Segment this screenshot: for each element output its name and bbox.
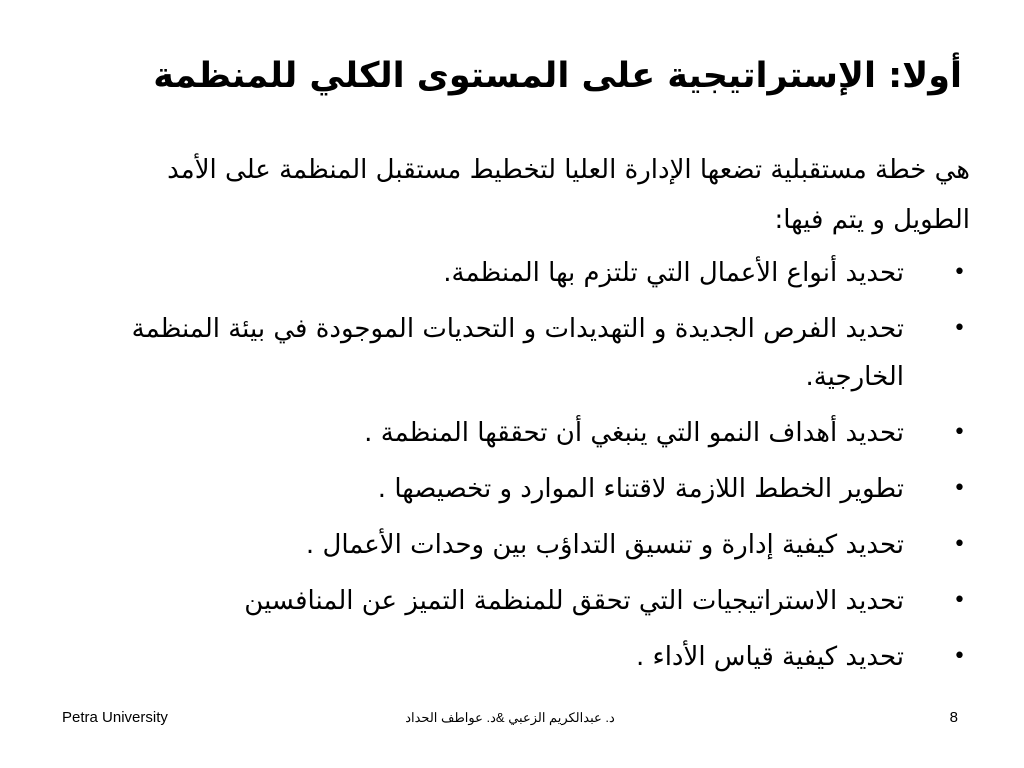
bullet-item	[90, 521, 970, 569]
slide-body	[90, 145, 970, 689]
bullet-dot-icon: •	[953, 644, 966, 669]
intro-paragraph: هي خطة مستقبلية تضعها الإدارة العليا لتخطيط مستقبل المنظمة على الأمد الطويل و يتم فيها:	[167, 155, 970, 235]
bullet-text: تحديد كيفية قياس الأداء .	[635, 642, 904, 672]
footer-authors: د. عبدالكريم الزعبي &د. عواطف الحداد	[405, 710, 615, 725]
bullet-text: تحديد كيفية إدارة و تنسيق التداؤب بين وحدات الأعمال .	[305, 530, 904, 560]
footer-page-number: 8	[949, 709, 958, 726]
bullet-dot-icon: •	[953, 532, 966, 557]
bullet-item	[90, 409, 970, 457]
bullet-dot-icon: •	[953, 260, 966, 285]
bullet-dot-icon: •	[953, 316, 966, 341]
bullet-item	[90, 305, 970, 401]
bullet-dot-icon: •	[953, 476, 966, 501]
bullet-item	[90, 465, 970, 513]
bullet-item	[90, 633, 970, 681]
bullet-list	[90, 249, 970, 681]
bullet-dot-icon: •	[953, 420, 966, 445]
bullet-item	[90, 577, 970, 625]
bullet-text: تحديد الفرص الجديدة و التهديدات و التحديات الموجودة في بيئة المنظمة الخارجية.	[131, 314, 904, 392]
slide-title: أولا: الإستراتيجية على المستوى الكلي للمنظمة	[153, 56, 962, 96]
bullet-item	[90, 249, 970, 297]
footer-university: Petra University	[62, 709, 168, 726]
bullet-dot-icon: •	[953, 588, 966, 613]
bullet-text: تحديد أهداف النمو التي ينبغي أن تحققها المنظمة .	[364, 418, 904, 448]
bullet-text: تحديد الاستراتيجيات التي تحقق للمنظمة التميز عن المنافسين	[244, 586, 904, 616]
bullet-text: تطوير الخطط اللازمة لاقتناء الموارد و تخصيصها .	[377, 474, 904, 504]
bullet-text: تحديد أنواع الأعمال التي تلتزم بها المنظمة.	[443, 258, 904, 288]
